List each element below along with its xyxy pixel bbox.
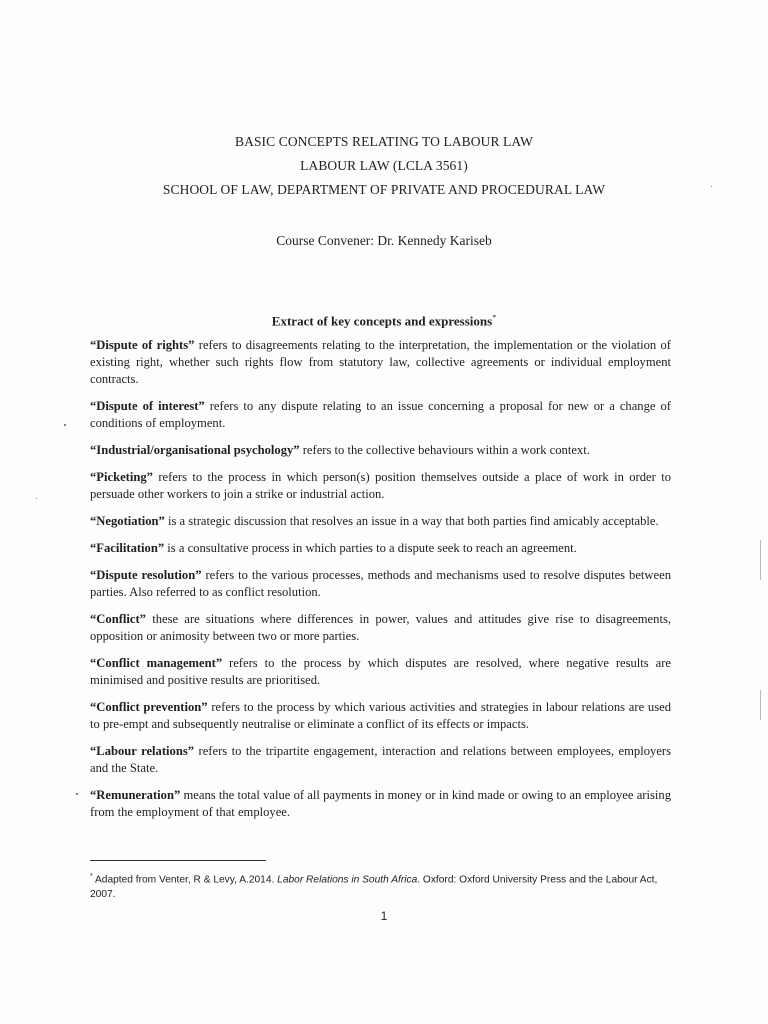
course-convener: Course Convener: Dr. Kennedy Kariseb: [276, 233, 492, 248]
document-header: [0, 130, 768, 202]
scan-speck: [36, 498, 37, 499]
scan-speck: [76, 793, 78, 795]
definition-term: “Facilitation”: [90, 541, 165, 555]
definition-item: [90, 699, 671, 733]
definition-term: “Negotiation”: [90, 514, 165, 528]
definition-item: [90, 743, 671, 777]
footnote-divider: [90, 860, 266, 861]
definition-item: [90, 442, 671, 459]
footnote-text-end: . Oxford: Oxford University Press and the Labour Act, 2007.: [90, 874, 658, 901]
definitions-list: [90, 337, 671, 831]
definition-term: “Industrial/organisational psychology”: [90, 443, 300, 457]
definition-text: refers to the collective behaviours within a work context.: [299, 443, 590, 457]
scan-margin-mark: [760, 540, 761, 580]
definition-term: “Conflict prevention”: [90, 700, 208, 714]
definition-item: [90, 655, 671, 689]
definition-term: “Remuneration”: [90, 788, 181, 802]
footnote-marker: *: [90, 873, 93, 880]
definition-item: [90, 398, 671, 432]
definition-item: [90, 787, 671, 821]
extract-heading: [0, 313, 768, 329]
definition-term: “Dispute of rights”: [90, 338, 195, 352]
definition-term: “Conflict management”: [90, 656, 223, 670]
definition-term: “Picketing”: [90, 470, 153, 484]
definition-term: “Labour relations”: [90, 744, 195, 758]
definition-text: refers to the tripartite engagement, interaction and relations between employees, employers and the State.: [90, 744, 671, 775]
definition-text: refers to the various processes, methods and mechanisms used to resolve disputes between parties. Also referred to as conflict resolution.: [90, 568, 671, 599]
course-code: LABOUR LAW (LCLA 3561): [300, 158, 468, 173]
page-number: 1: [380, 909, 388, 923]
definition-item: [90, 611, 671, 645]
footnote-book-title: Labor Relations in South Africa: [277, 874, 418, 886]
school-department: SCHOOL OF LAW, DEPARTMENT OF PRIVATE AND PROCEDURAL LAW: [162, 182, 606, 197]
definition-item: [90, 567, 671, 601]
definition-term: “Dispute of interest”: [90, 399, 205, 413]
definition-text: is a strategic discussion that resolves an issue in a way that both parties find amicably acceptable.: [164, 514, 659, 528]
scan-speck: [711, 186, 712, 187]
footnote: [90, 869, 671, 902]
document-title: BASIC CONCEPTS RELATING TO LABOUR LAW: [234, 134, 533, 149]
definition-text: is a consultative process in which parties to a dispute seek to reach an agreement.: [164, 541, 577, 555]
definition-item: [90, 540, 671, 557]
definition-item: [90, 337, 671, 388]
definition-text: these are situations where differences in power, values and attitudes give rise to disagreements, opposition or animosity between two or more parties.: [90, 612, 671, 643]
definition-term: “Dispute resolution”: [90, 568, 202, 582]
definition-text: refers to disagreements relating to the interpretation, the implementation or the violation of existing right, whether such rights flow from statutory law, collective agreements or individual employment contracts.: [90, 338, 671, 386]
scan-margin-mark: [760, 690, 761, 720]
footnote-text-start: Adapted from Venter, R & Levy, A.2014.: [92, 874, 278, 886]
definition-text: refers to the process in which person(s) position themselves outside a place of work in order to persuade other workers to join a strike or industrial action.: [90, 470, 671, 501]
definition-text: refers to the process by which disputes are resolved, where negative results are minimised and positive results are prioritised.: [90, 656, 671, 687]
extract-footnote-marker: *: [492, 313, 497, 322]
definition-text: means the total value of all payments in money or in kind made or owing to an employee arising from the employment of that employee.: [90, 788, 671, 819]
definition-item: [90, 513, 671, 530]
definition-term: “Conflict”: [90, 612, 146, 626]
definition-text: refers to any dispute relating to an issue concerning a proposal for new or a change of conditions of employment.: [90, 399, 671, 430]
extract-heading-text: Extract of key concepts and expressions: [271, 313, 493, 329]
definition-item: [90, 469, 671, 503]
scan-speck: [64, 424, 66, 426]
definition-text: refers to the process by which various activities and strategies in labour relations are used to pre-empt and subsequently neutralise or eliminate a conflict of its effects or impacts.: [90, 700, 671, 731]
